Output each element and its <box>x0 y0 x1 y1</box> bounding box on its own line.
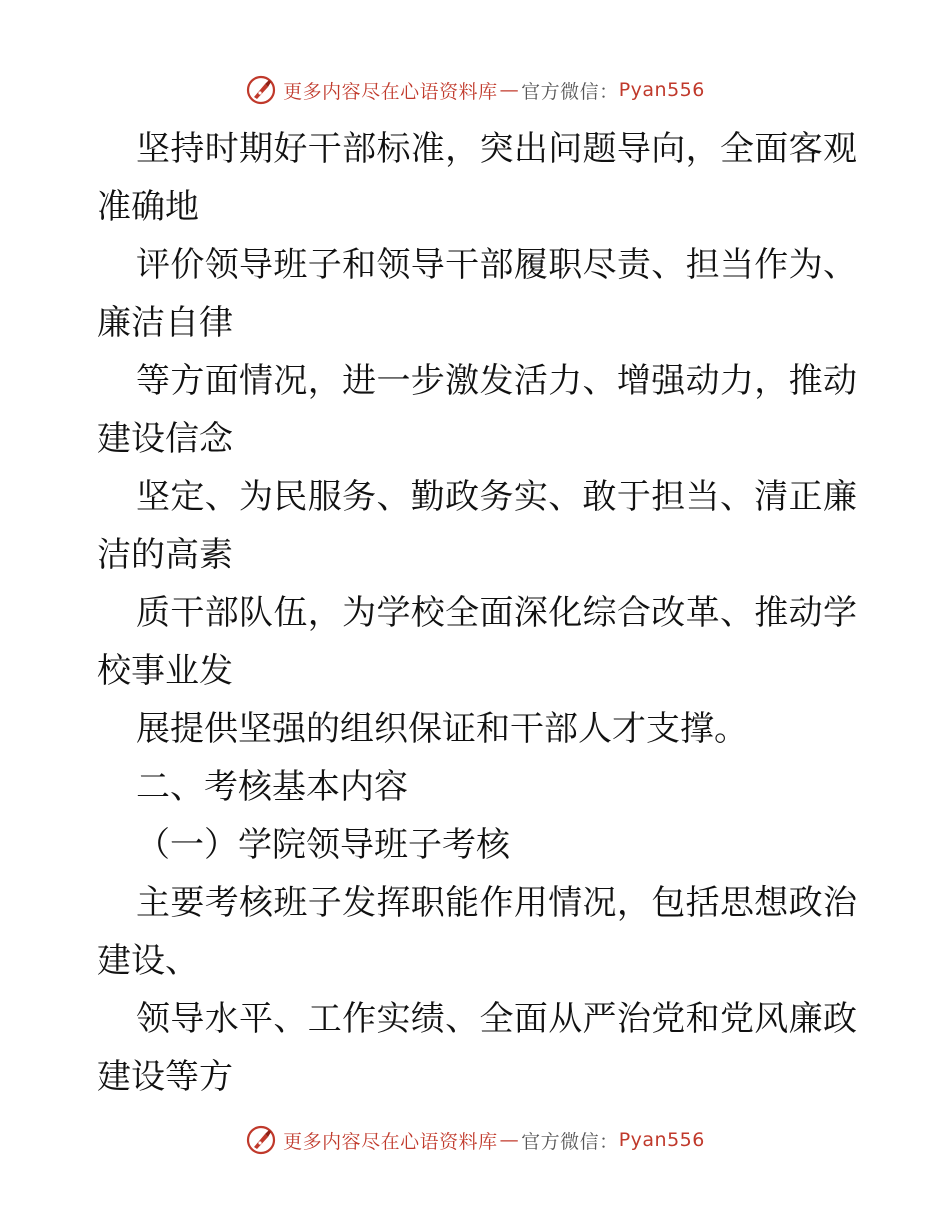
watermark-wechat-label: 官方微信： <box>521 80 619 103</box>
document-line: 二、考核基本内容 <box>136 767 408 807</box>
document-line: 建设等方 <box>97 1057 233 1097</box>
watermark-dash: — <box>499 79 520 101</box>
document-line: 领导水平、工作实绩、全面从严治党和党风廉政 <box>136 999 857 1039</box>
watermark-site-text: 更多内容尽在心语资料库 <box>283 1130 498 1153</box>
pen-nib-logo-icon <box>245 74 277 106</box>
document-line: 展提供坚强的组织保证和干部人才支撑。 <box>136 709 748 749</box>
watermark-wechat-label: 官方微信： <box>521 1130 619 1153</box>
watermark-wechat-id: Pyan556 <box>618 1129 705 1151</box>
document-line: 建设、 <box>97 941 199 981</box>
document-line: （一）学院领导班子考核 <box>136 825 510 865</box>
document-line: 建设信念 <box>97 419 233 459</box>
header-watermark <box>0 72 950 108</box>
document-line: 等方面情况，进一步激发活力、增强动力，推动 <box>136 361 857 401</box>
document-body <box>97 120 857 1106</box>
document-line: 洁的高素 <box>97 535 233 575</box>
pen-nib-logo-icon <box>245 1124 277 1156</box>
watermark-site-text: 更多内容尽在心语资料库 <box>283 80 498 103</box>
document-line: 评价领导班子和领导干部履职尽责、担当作为、 <box>136 245 857 285</box>
document-line: 廉洁自律 <box>97 303 233 343</box>
document-line: 主要考核班子发挥职能作用情况，包括思想政治 <box>136 883 857 923</box>
document-line: 坚持时期好干部标准，突出问题导向，全面客观 <box>136 129 857 169</box>
document-line: 准确地 <box>97 187 199 227</box>
footer-watermark <box>0 1122 950 1158</box>
document-line: 坚定、为民服务、勤政务实、敢于担当、清正廉 <box>136 477 857 517</box>
watermark-wechat-id: Pyan556 <box>618 79 705 101</box>
document-line: 质干部队伍，为学校全面深化综合改革、推动学 <box>136 593 857 633</box>
watermark-dash: — <box>499 1129 520 1151</box>
document-line: 校事业发 <box>97 651 233 691</box>
